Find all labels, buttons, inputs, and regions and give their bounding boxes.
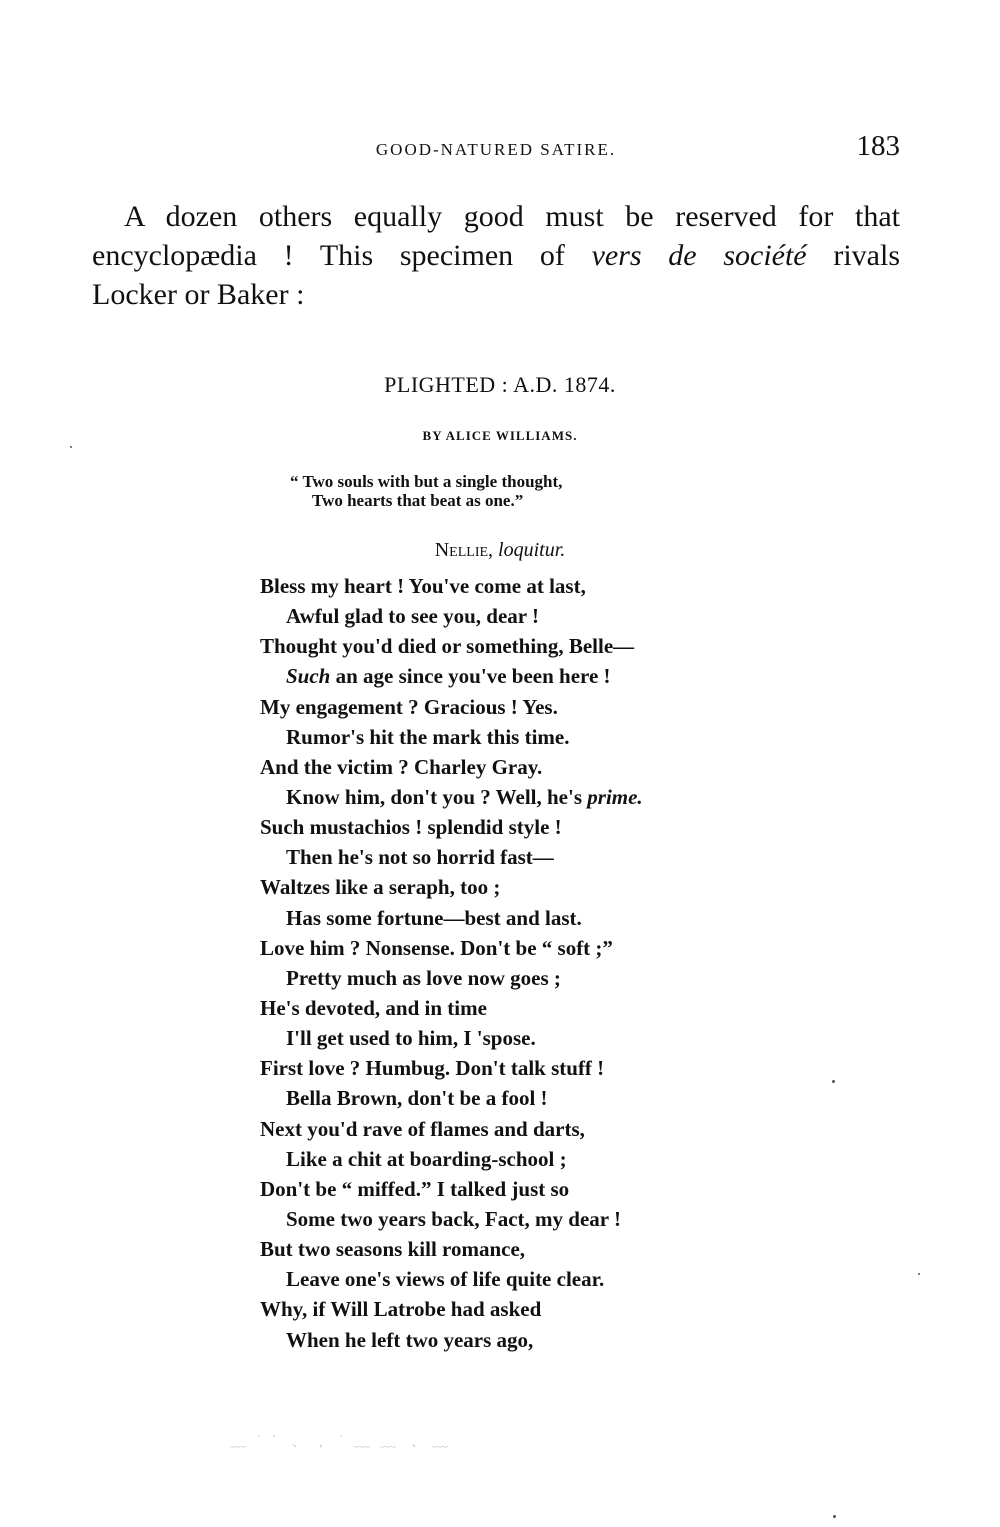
speaker-role: loquitur.	[498, 539, 566, 561]
poem-author: BY ALICE WILLIAMS.	[422, 428, 578, 443]
intro-line-2-start: encyclopædia ! This specimen of	[92, 239, 592, 272]
italic-word: Such	[286, 664, 331, 689]
verse-line: First love ? Humbug. Don't talk stuff !	[260, 1056, 605, 1081]
verse-line: Some two years back, Fact, my dear !	[286, 1206, 621, 1231]
speck	[70, 446, 72, 448]
verse-line: Has some fortune—best and last.	[286, 905, 582, 930]
running-title: GOOD-NATURED SATIRE.	[375, 140, 617, 159]
verse-line: Love him ? Nonsense. Don't be “ soft ;”	[260, 935, 613, 960]
speck	[832, 1080, 835, 1083]
epigraph-line-2: Two hearts that beat as one.”	[312, 491, 524, 510]
verse-line: Don't be “ miffed.” I talked just so	[260, 1176, 570, 1201]
verse-line: Such mustachios ! splendid style !	[260, 815, 562, 840]
verse-line-text: Know him, don't you ? Well, he's	[286, 784, 588, 809]
verse-line: Pretty much as love now goes ;	[286, 965, 561, 990]
italic-word: prime.	[587, 784, 643, 809]
verse-line: My engagement ? Gracious ! Yes.	[260, 694, 558, 719]
verse-line: Bella Brown, don't be a fool !	[286, 1086, 548, 1111]
verse-line: Leave one's views of life quite clear.	[286, 1267, 605, 1292]
verse-line: Bless my heart ! You've come at last,	[260, 574, 586, 598]
verse-line-text: an age since you've been here !	[330, 664, 611, 689]
intro-line-3: Locker or Baker :	[92, 278, 305, 311]
verse-line: I'll get used to him, I 'spose.	[286, 1026, 536, 1051]
bleed-through-marks: ﹏ ˙ ˙ ﹑ ﹐ ˙ ﹏ ﹏ ﹑ ﹏	[230, 1433, 451, 1450]
speck	[833, 1515, 836, 1518]
verse-line: Rumor's hit the mark this time.	[286, 724, 570, 749]
speaker-name: Nellie,	[434, 539, 494, 561]
verse-line: Waltzes like a seraph, too ;	[260, 875, 501, 900]
verse-line: Like a chit at boarding-school ;	[286, 1146, 567, 1171]
verse-line: He's devoted, and in time	[260, 995, 487, 1020]
speck	[918, 1273, 920, 1275]
epigraph-line-1: “ Two souls with but a single thought,	[290, 472, 563, 491]
verse-line: Then he's not so horrid fast—	[286, 845, 554, 870]
verse-line: Why, if Will Latrobe had asked	[260, 1297, 542, 1322]
intro-italic-phrase: vers de société	[591, 239, 807, 272]
poem-title: PLIGHTED : A.D. 1874.	[384, 372, 616, 397]
page-number: 183	[856, 130, 900, 162]
verse-line: Awful glad to see you, dear !	[286, 604, 539, 629]
intro-line-2-end: rivals	[806, 239, 900, 272]
verse-line: Thought you'd died or something, Belle—	[260, 634, 635, 659]
verse-line: But two seasons kill romance,	[260, 1237, 526, 1262]
verse-line: When he left two years ago,	[286, 1327, 534, 1352]
verse-line: And the victim ? Charley Gray.	[260, 754, 543, 779]
intro-line-1: A dozen others equally good must be reserved for that	[124, 200, 900, 233]
verse-line: Next you'd rave of flames and darts,	[260, 1116, 585, 1141]
